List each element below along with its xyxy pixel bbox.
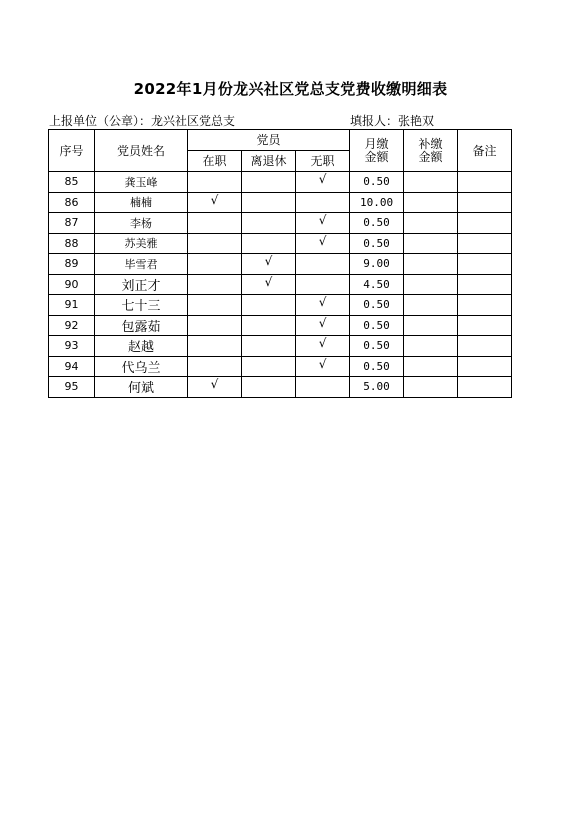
row-name: 楠楠 xyxy=(95,192,188,213)
check-mark-icon: √ xyxy=(318,172,327,187)
row-index: 95 xyxy=(49,377,95,398)
row-retired-cell xyxy=(242,315,296,336)
row-monthly: 0.50 xyxy=(350,233,404,254)
dues-table xyxy=(48,129,512,398)
row-retired-cell xyxy=(242,356,296,377)
row-index: 94 xyxy=(49,356,95,377)
row-index: 89 xyxy=(49,254,95,275)
document-title: 2022年1月份龙兴社区党总支党费收缴明细表 xyxy=(133,80,448,98)
header-name: 党员姓名 xyxy=(95,130,188,172)
table-row xyxy=(49,356,512,377)
row-retired-cell xyxy=(242,295,296,316)
row-name: 龚玉峰 xyxy=(95,172,188,193)
check-mark-icon: √ xyxy=(318,356,327,371)
row-supplement xyxy=(404,213,458,234)
row-notes xyxy=(458,172,512,193)
header-supplement: 补缴 金额 xyxy=(404,130,458,172)
row-retired-cell xyxy=(242,192,296,213)
row-name: 赵越 xyxy=(95,336,188,357)
table-row xyxy=(49,336,512,357)
row-name: 刘正才 xyxy=(95,274,188,295)
table-row xyxy=(49,254,512,275)
row-monthly: 0.50 xyxy=(350,213,404,234)
row-index: 87 xyxy=(49,213,95,234)
header-index: 序号 xyxy=(49,130,95,172)
row-notes xyxy=(458,274,512,295)
row-supplement xyxy=(404,336,458,357)
row-name: 七十三 xyxy=(95,295,188,316)
row-retired-cell xyxy=(242,254,296,275)
row-notes xyxy=(458,213,512,234)
row-notes xyxy=(458,336,512,357)
row-retired-cell xyxy=(242,172,296,193)
row-unemployed-cell xyxy=(296,377,350,398)
row-monthly: 5.00 xyxy=(350,377,404,398)
row-index: 92 xyxy=(49,315,95,336)
row-supplement xyxy=(404,377,458,398)
check-mark-icon: √ xyxy=(318,315,327,330)
check-mark-icon: √ xyxy=(318,213,327,228)
row-unemployed-cell xyxy=(296,356,350,377)
row-supplement xyxy=(404,274,458,295)
row-index: 88 xyxy=(49,233,95,254)
table-row xyxy=(49,274,512,295)
table-row xyxy=(49,295,512,316)
header-retired: 离退休 xyxy=(242,151,296,172)
row-monthly: 0.50 xyxy=(350,172,404,193)
row-supplement xyxy=(404,254,458,275)
row-name: 代乌兰 xyxy=(95,356,188,377)
check-mark-icon: √ xyxy=(318,295,327,310)
table-row xyxy=(49,377,512,398)
row-supplement xyxy=(404,192,458,213)
row-employed-cell xyxy=(188,274,242,295)
table-row xyxy=(49,172,512,193)
check-mark-icon: √ xyxy=(318,336,327,351)
row-monthly: 0.50 xyxy=(350,336,404,357)
row-index: 85 xyxy=(49,172,95,193)
row-unemployed-cell xyxy=(296,213,350,234)
row-unemployed-cell xyxy=(296,336,350,357)
row-employed-cell xyxy=(188,172,242,193)
table-row xyxy=(49,213,512,234)
check-mark-icon: √ xyxy=(210,192,219,207)
row-notes xyxy=(458,254,512,275)
check-mark-icon: √ xyxy=(264,274,273,289)
row-retired-cell xyxy=(242,336,296,357)
row-notes xyxy=(458,295,512,316)
row-name: 毕雪君 xyxy=(95,254,188,275)
row-notes xyxy=(458,315,512,336)
row-name: 包露茹 xyxy=(95,315,188,336)
row-employed-cell xyxy=(188,233,242,254)
header-monthly: 月缴 金额 xyxy=(350,130,404,172)
row-name: 苏美雅 xyxy=(95,233,188,254)
header-notes: 备注 xyxy=(458,130,512,172)
table-row xyxy=(49,315,512,336)
row-name: 何斌 xyxy=(95,377,188,398)
row-supplement xyxy=(404,233,458,254)
header-unemployed: 无职 xyxy=(296,151,350,172)
header-employed: 在职 xyxy=(188,151,242,172)
row-unemployed-cell xyxy=(296,254,350,275)
row-monthly: 9.00 xyxy=(350,254,404,275)
row-unemployed-cell xyxy=(296,295,350,316)
filler-label: 填报人：张艳双 xyxy=(350,114,435,128)
row-notes xyxy=(458,377,512,398)
table-row xyxy=(49,192,512,213)
row-supplement xyxy=(404,295,458,316)
row-index: 86 xyxy=(49,192,95,213)
row-employed-cell xyxy=(188,315,242,336)
row-monthly: 0.50 xyxy=(350,356,404,377)
row-employed-cell xyxy=(188,192,242,213)
row-unemployed-cell xyxy=(296,315,350,336)
row-monthly: 0.50 xyxy=(350,295,404,316)
row-unemployed-cell xyxy=(296,274,350,295)
check-mark-icon: √ xyxy=(318,233,327,248)
row-unemployed-cell xyxy=(296,192,350,213)
report-unit-label: 上报单位（公章）：龙兴社区党总支 xyxy=(49,114,236,128)
row-index: 93 xyxy=(49,336,95,357)
row-retired-cell xyxy=(242,213,296,234)
row-unemployed-cell xyxy=(296,172,350,193)
row-monthly: 10.00 xyxy=(350,192,404,213)
row-employed-cell xyxy=(188,213,242,234)
row-unemployed-cell xyxy=(296,233,350,254)
row-retired-cell xyxy=(242,377,296,398)
row-employed-cell xyxy=(188,377,242,398)
check-mark-icon: √ xyxy=(264,254,273,269)
row-index: 91 xyxy=(49,295,95,316)
row-notes xyxy=(458,233,512,254)
row-supplement xyxy=(404,172,458,193)
row-supplement xyxy=(404,356,458,377)
row-employed-cell xyxy=(188,295,242,316)
table-row xyxy=(49,233,512,254)
row-employed-cell xyxy=(188,356,242,377)
row-supplement xyxy=(404,315,458,336)
row-monthly: 0.50 xyxy=(350,315,404,336)
check-mark-icon: √ xyxy=(210,377,219,392)
row-name: 李杨 xyxy=(95,213,188,234)
row-employed-cell xyxy=(188,254,242,275)
row-retired-cell xyxy=(242,274,296,295)
row-index: 90 xyxy=(49,274,95,295)
row-monthly: 4.50 xyxy=(350,274,404,295)
row-notes xyxy=(458,356,512,377)
header-row-top xyxy=(49,130,512,151)
header-member-group: 党员 xyxy=(188,130,350,151)
table-body xyxy=(49,172,512,398)
row-employed-cell xyxy=(188,336,242,357)
row-notes xyxy=(458,192,512,213)
row-retired-cell xyxy=(242,233,296,254)
